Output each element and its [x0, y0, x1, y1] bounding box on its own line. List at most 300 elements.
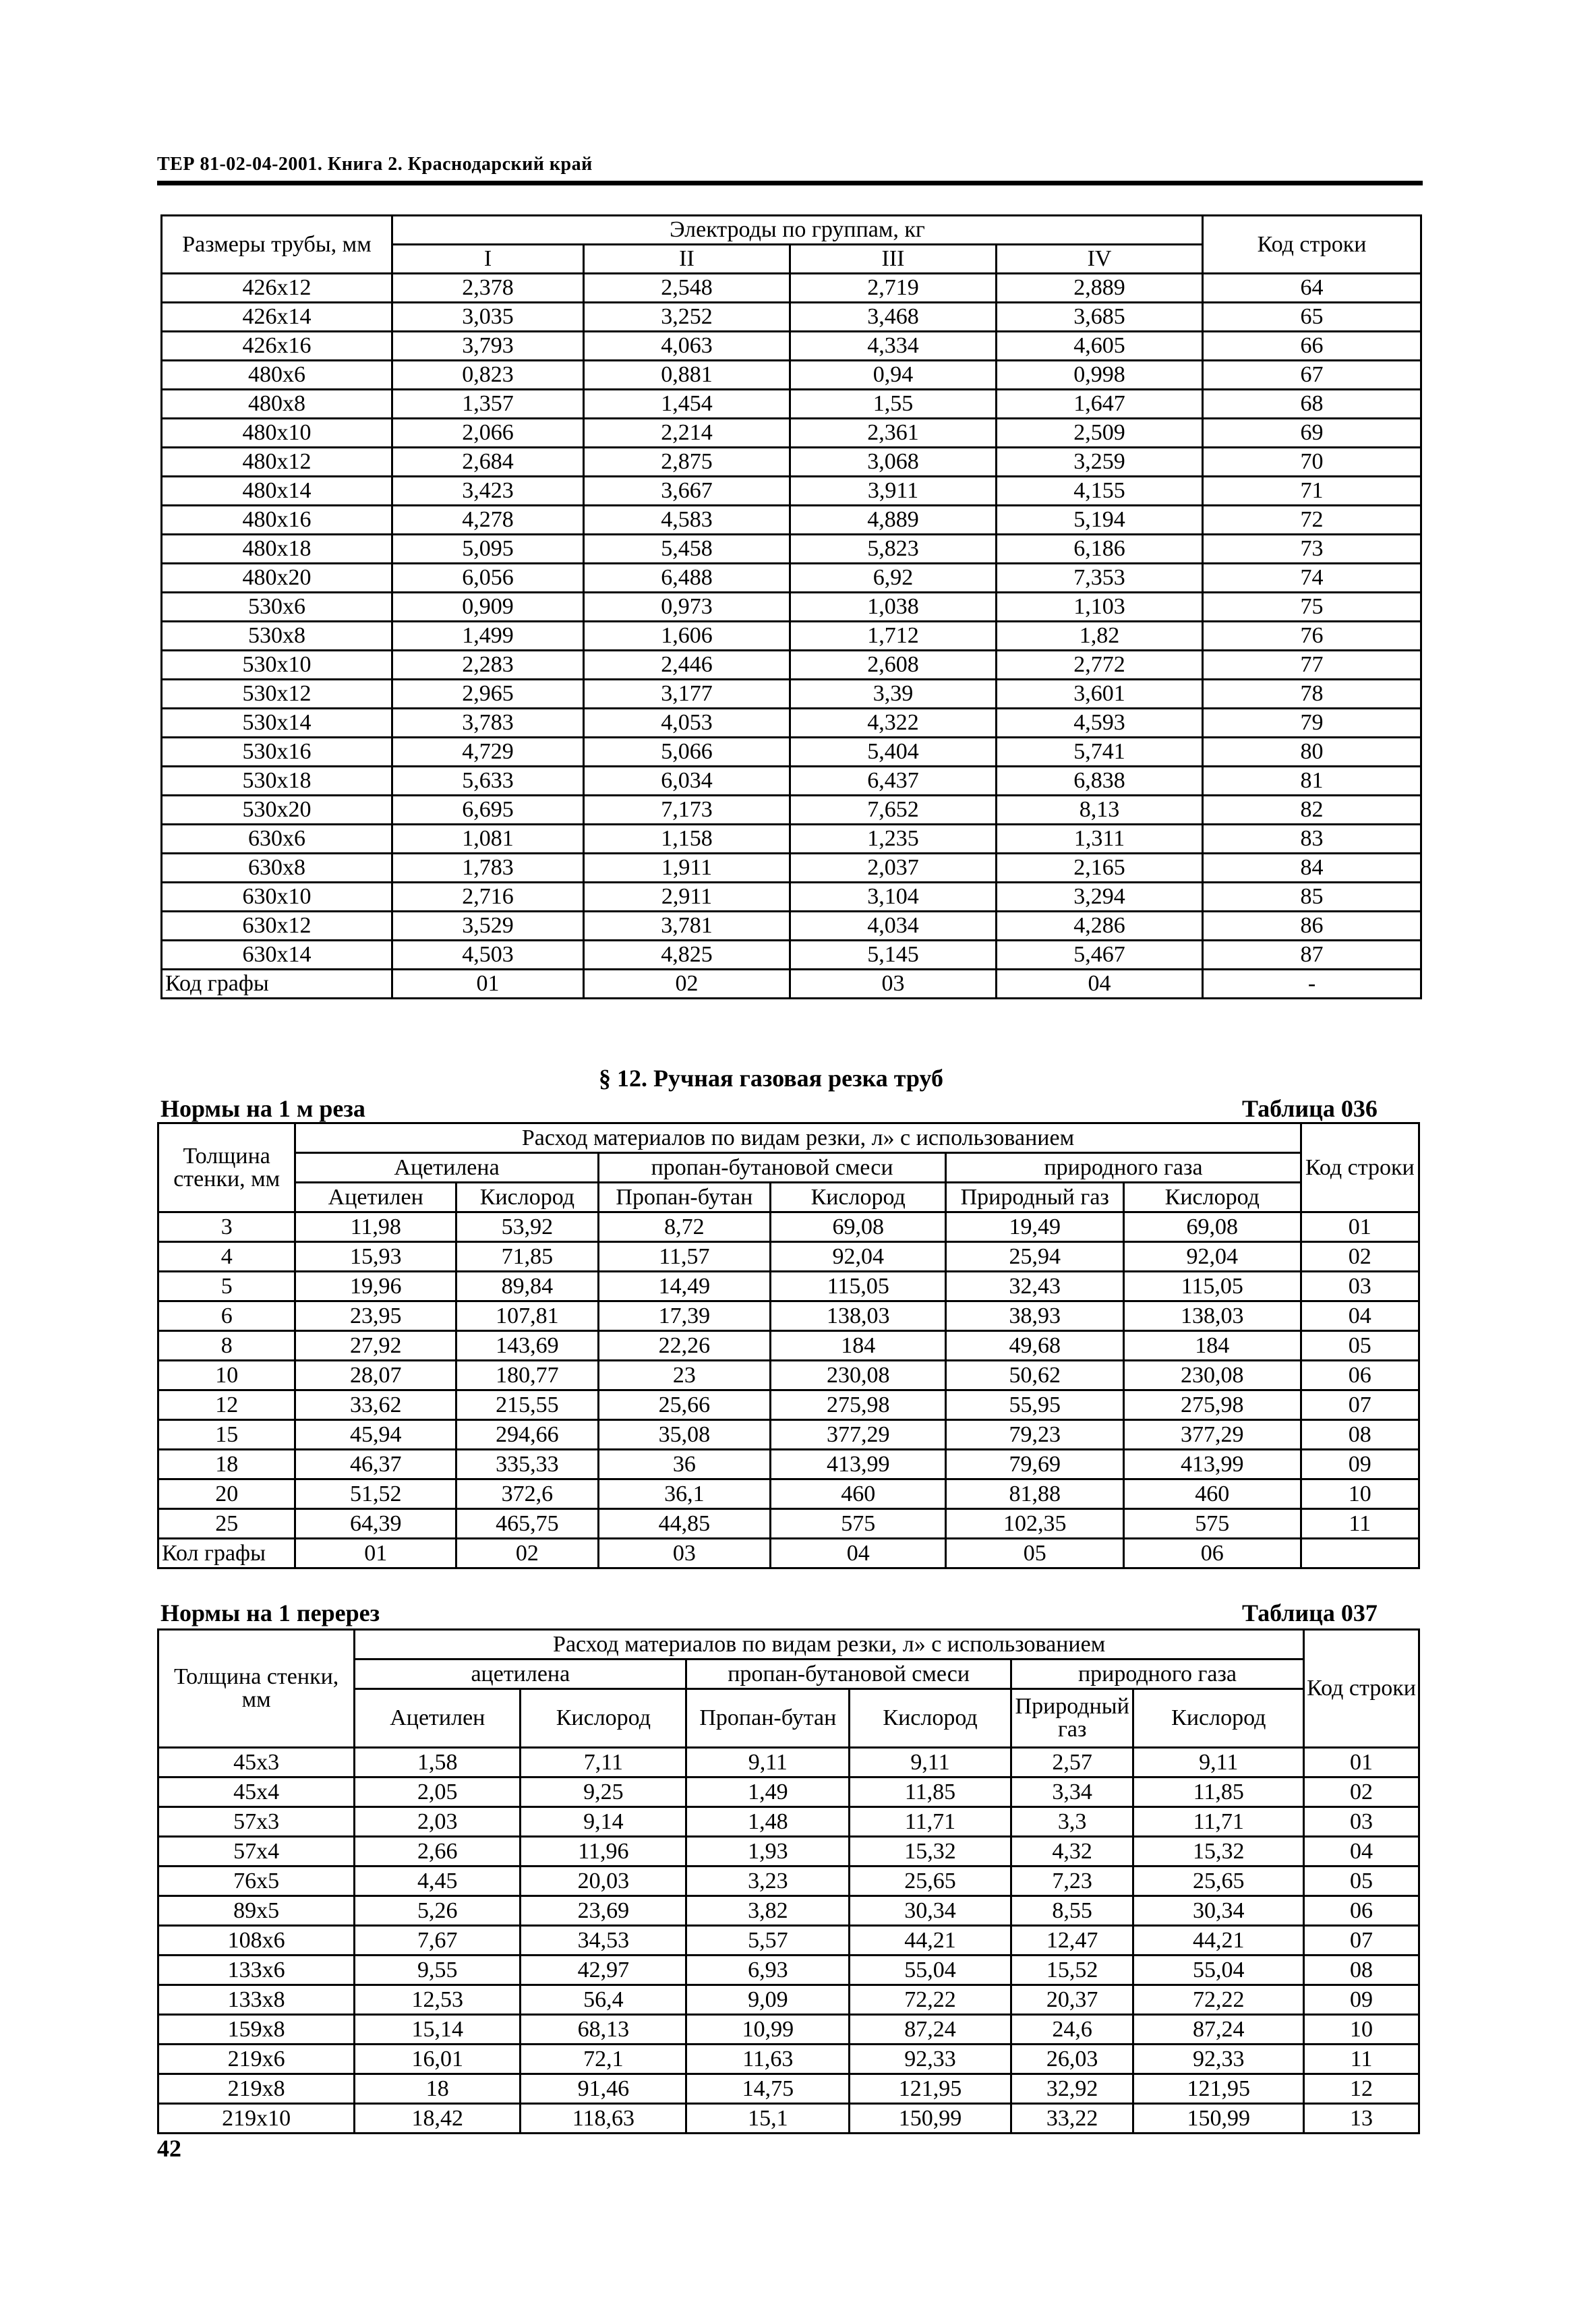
table-cell: 0,909 [392, 593, 584, 622]
table-cell: 55,95 [946, 1390, 1124, 1420]
table-cell: 4,593 [997, 709, 1203, 738]
table-cell: 2,378 [392, 274, 584, 303]
table-cell: 20 [158, 1479, 295, 1509]
table-cell: 69,08 [770, 1212, 945, 1242]
footer-row [158, 1539, 1419, 1568]
table-cell: 2,05 [355, 1778, 521, 1807]
table-cell: 159x8 [158, 2015, 355, 2045]
table-row [162, 477, 1421, 506]
table-cell: 45x4 [158, 1778, 355, 1807]
table-cell: 1,55 [790, 390, 997, 419]
table-cell: 1,081 [392, 825, 584, 854]
table-row [158, 2045, 1419, 2074]
table-cell: 38,93 [946, 1301, 1124, 1331]
table-cell: 71,85 [456, 1242, 599, 1272]
table-row [162, 680, 1421, 709]
col-sub-header: Ацетилен [295, 1183, 456, 1212]
col-sub-header: Кислород [521, 1689, 686, 1748]
table-row [158, 1390, 1419, 1420]
col-header-consumption: Расход материалов по видам резки, л» с использованием [355, 1630, 1304, 1659]
table-cell: 460 [770, 1479, 945, 1509]
table-cell: 426x14 [162, 303, 392, 332]
table-cell: 1,911 [584, 854, 790, 883]
table-row [158, 1301, 1419, 1331]
table-cell: 107,81 [456, 1301, 599, 1331]
table-cell: 7,353 [997, 564, 1203, 593]
table-row [158, 1450, 1419, 1479]
table-cell: 7,23 [1011, 1867, 1133, 1896]
table-cell: 275,98 [1124, 1390, 1301, 1420]
table-cell: 15,32 [1133, 1837, 1304, 1867]
table-cell: 24,6 [1011, 2015, 1133, 2045]
table-cell: 18 [355, 2074, 521, 2104]
table-cell: 55,04 [850, 1956, 1011, 1985]
table-cell: 8,55 [1011, 1896, 1133, 1926]
table-cell: 09 [1304, 1985, 1419, 2015]
table-cell: 9,55 [355, 1956, 521, 1985]
table-037 [157, 1628, 1420, 2134]
col-header-code: Код строки [1203, 216, 1421, 274]
table-row [162, 825, 1421, 854]
table-cell: 12 [1304, 2074, 1419, 2104]
table-cell: 3,423 [392, 477, 584, 506]
table-cell: 3,911 [790, 477, 997, 506]
table-cell: 118,63 [521, 2104, 686, 2134]
table-cell: 15,93 [295, 1242, 456, 1272]
table-cell: 06 [1304, 1896, 1419, 1926]
table-cell: 2,361 [790, 419, 997, 448]
table-cell: 22,26 [598, 1331, 770, 1361]
table-cell: 15,14 [355, 2015, 521, 2045]
table-row [158, 1212, 1419, 1242]
col-sub-header: Ацетилен [355, 1689, 521, 1748]
table-row [158, 2015, 1419, 2045]
table-cell: 04 [1304, 1837, 1419, 1867]
table-cell: 2,066 [392, 419, 584, 448]
table-cell: 8,13 [997, 796, 1203, 825]
table-row [162, 593, 1421, 622]
table-cell: 4,034 [790, 912, 997, 941]
table-cell: 4,583 [584, 506, 790, 535]
col-header-consumption: Расход материалов по видам резки, л» с использованием [295, 1123, 1301, 1153]
table-cell: 08 [1304, 1956, 1419, 1985]
table-cell: 3,667 [584, 477, 790, 506]
table-cell: 46,37 [295, 1450, 456, 1479]
table-cell: 91,46 [521, 2074, 686, 2104]
running-header [157, 154, 1423, 185]
table-cell: 92,04 [1124, 1242, 1301, 1272]
col-sub-header: Кислород [850, 1689, 1011, 1748]
table-cell: 5,066 [584, 738, 790, 767]
table-cell: 13 [1304, 2104, 1419, 2134]
table-cell: 56,4 [521, 1985, 686, 2015]
table-cell: 133x6 [158, 1956, 355, 1985]
col-header-group-2: II [584, 245, 790, 274]
table-cell: 3,781 [584, 912, 790, 941]
table-cell: 5 [158, 1272, 295, 1301]
table-cell: 575 [770, 1509, 945, 1539]
table-cell: 76x5 [158, 1867, 355, 1896]
table-cell: 2,608 [790, 651, 997, 680]
table-cell: 32,92 [1011, 2074, 1133, 2104]
table-cell: 184 [770, 1331, 945, 1361]
table-cell: 630x12 [162, 912, 392, 941]
table-cell: 6,034 [584, 767, 790, 796]
table-cell: 4,889 [790, 506, 997, 535]
table-cell: 3,177 [584, 680, 790, 709]
table-cell: 630x10 [162, 883, 392, 912]
footer-cell: 03 [790, 970, 997, 999]
table-cell: 12 [158, 1390, 295, 1420]
table-row [162, 535, 1421, 564]
table-cell: 10 [158, 1361, 295, 1390]
table-cell: 82 [1203, 796, 1421, 825]
table-cell: 5,26 [355, 1896, 521, 1926]
table-cell: 4,32 [1011, 1837, 1133, 1867]
table-cell: 1,606 [584, 622, 790, 651]
table-cell: 11 [1304, 2045, 1419, 2074]
table-cell: 480x18 [162, 535, 392, 564]
table-cell: 64 [1203, 274, 1421, 303]
table-row [162, 303, 1421, 332]
table-cell: 1,454 [584, 390, 790, 419]
table-cell: 1,93 [686, 1837, 850, 1867]
table-cell: 2,548 [584, 274, 790, 303]
col-sub-header: Кислород [1124, 1183, 1301, 1212]
table-row [158, 1807, 1419, 1837]
table-cell: 14,49 [598, 1272, 770, 1301]
table-row [158, 2104, 1419, 2134]
table-cell: 1,783 [392, 854, 584, 883]
table-row [162, 796, 1421, 825]
table-cell: 1,712 [790, 622, 997, 651]
table-cell: 2,165 [997, 854, 1203, 883]
table-cell: 5,633 [392, 767, 584, 796]
table-cell: 03 [1304, 1807, 1419, 1837]
table-cell: 4,278 [392, 506, 584, 535]
col-group-propane: пропан-бутановой смеси [686, 1659, 1011, 1689]
table-cell: 02 [1301, 1242, 1419, 1272]
table-cell: 1,49 [686, 1778, 850, 1807]
table-cell: 80 [1203, 738, 1421, 767]
table-cell: 5,404 [790, 738, 997, 767]
table-cell: 87 [1203, 941, 1421, 970]
table-cell: 05 [1301, 1331, 1419, 1361]
table-cell: 4,45 [355, 1867, 521, 1896]
table-cell: 6 [158, 1301, 295, 1331]
table-cell: 530x16 [162, 738, 392, 767]
table-cell: 19,49 [946, 1212, 1124, 1242]
col-sub-header: Кислород [1133, 1689, 1304, 1748]
table-cell: 215,55 [456, 1390, 599, 1420]
table-cell: 1,357 [392, 390, 584, 419]
table-row [162, 767, 1421, 796]
table-cell: 530x6 [162, 593, 392, 622]
col-group-natural-gas: природного газа [1011, 1659, 1303, 1689]
table-cell: 70 [1203, 448, 1421, 477]
table-cell: 6,838 [997, 767, 1203, 796]
table-cell: 10 [1301, 1479, 1419, 1509]
table-cell: 4,155 [997, 477, 1203, 506]
table-cell: 11,96 [521, 1837, 686, 1867]
table-cell: 2,965 [392, 680, 584, 709]
table-cell: 9,25 [521, 1778, 686, 1807]
table-cell: 83 [1203, 825, 1421, 854]
table-row [158, 1748, 1419, 1778]
table-cell: 9,11 [1133, 1748, 1304, 1778]
table-cell: 15 [158, 1420, 295, 1450]
table-cell: 3,34 [1011, 1778, 1133, 1807]
table-cell: 15,32 [850, 1837, 1011, 1867]
table-cell: 143,69 [456, 1331, 599, 1361]
table-row [158, 1837, 1419, 1867]
table-cell: 87,24 [1133, 2015, 1304, 2045]
table-cell: 5,467 [997, 941, 1203, 970]
table-cell: 5,57 [686, 1926, 850, 1956]
table-cell: 3,468 [790, 303, 997, 332]
table-cell: 6,92 [790, 564, 997, 593]
table-cell: 5,823 [790, 535, 997, 564]
page-number: 42 [157, 2135, 181, 2162]
table-cell: 17,39 [598, 1301, 770, 1331]
table-cell: 11,85 [1133, 1778, 1304, 1807]
table-cell: 4,503 [392, 941, 584, 970]
table-cell: 42,97 [521, 1956, 686, 1985]
table-cell: 72,1 [521, 2045, 686, 2074]
table-cell: 121,95 [1133, 2074, 1304, 2104]
footer-cell: 01 [392, 970, 584, 999]
table-cell: 377,29 [1124, 1420, 1301, 1450]
table-cell: 230,08 [1124, 1361, 1301, 1390]
table-cell: 15,1 [686, 2104, 850, 2134]
table-row [158, 1896, 1419, 1926]
table-row [162, 941, 1421, 970]
table-cell: 64,39 [295, 1509, 456, 1539]
table-row [162, 622, 1421, 651]
table-cell: 3,529 [392, 912, 584, 941]
table-cell: 2,214 [584, 419, 790, 448]
table-cell: 4,063 [584, 332, 790, 361]
table-row [162, 709, 1421, 738]
table-row [158, 1956, 1419, 1985]
table-cell: 73 [1203, 535, 1421, 564]
col-header-thickness: Толщина стенки, мм [158, 1123, 295, 1212]
table-cell: 184 [1124, 1331, 1301, 1361]
table-cell: 530x12 [162, 680, 392, 709]
footer-cell: - [1203, 970, 1421, 999]
table-cell: 150,99 [1133, 2104, 1304, 2134]
table-cell: 2,446 [584, 651, 790, 680]
table-cell: 86 [1203, 912, 1421, 941]
table-row [162, 361, 1421, 390]
table-cell: 5,194 [997, 506, 1203, 535]
table-cell: 530x18 [162, 767, 392, 796]
table-cell: 68 [1203, 390, 1421, 419]
table-cell: 5,145 [790, 941, 997, 970]
table-cell: 230,08 [770, 1361, 945, 1390]
table-cell: 0,823 [392, 361, 584, 390]
col-header-size: Размеры трубы, мм [162, 216, 392, 274]
table-cell: 25,65 [850, 1867, 1011, 1896]
table-cell: 25,65 [1133, 1867, 1304, 1896]
col-sub-header: Кислород [770, 1183, 945, 1212]
table-cell: 460 [1124, 1479, 1301, 1509]
table-cell: 75 [1203, 593, 1421, 622]
table-row [158, 1272, 1419, 1301]
table-cell: 6,056 [392, 564, 584, 593]
table-row [162, 390, 1421, 419]
table-cell: 11 [1301, 1509, 1419, 1539]
table-row [158, 1361, 1419, 1390]
table-cell: 89,84 [456, 1272, 599, 1301]
table-cell: 377,29 [770, 1420, 945, 1450]
table-cell: 335,33 [456, 1450, 599, 1479]
table-cell: 11,98 [295, 1212, 456, 1242]
table-cell: 6,695 [392, 796, 584, 825]
table-cell: 08 [1301, 1420, 1419, 1450]
table-cell: 81 [1203, 767, 1421, 796]
table-cell: 3,82 [686, 1896, 850, 1926]
table-cell: 3,035 [392, 303, 584, 332]
table-row [162, 506, 1421, 535]
table-cell: 294,66 [456, 1420, 599, 1450]
table-cell: 8,72 [598, 1212, 770, 1242]
table-cell: 4,605 [997, 332, 1203, 361]
table-cell: 0,94 [790, 361, 997, 390]
col-header-group-3: III [790, 245, 997, 274]
table-036 [157, 1122, 1420, 1569]
table-cell: 89x5 [158, 1896, 355, 1926]
table-cell: 630x6 [162, 825, 392, 854]
table-cell: 11,63 [686, 2045, 850, 2074]
table-cell: 12,47 [1011, 1926, 1133, 1956]
table-cell: 7,652 [790, 796, 997, 825]
table-cell: 25 [158, 1509, 295, 1539]
table-cell: 1,038 [790, 593, 997, 622]
table-cell: 3,39 [790, 680, 997, 709]
table037-caption: Нормы на 1 перерез [160, 1599, 380, 1626]
table-cell: 11,85 [850, 1778, 1011, 1807]
table-cell: 1,158 [584, 825, 790, 854]
table-cell: 30,34 [1133, 1896, 1304, 1926]
footer-cell: 03 [598, 1539, 770, 1568]
table-cell: 6,437 [790, 767, 997, 796]
table-cell: 01 [1301, 1212, 1419, 1242]
table-cell: 18 [158, 1450, 295, 1479]
table-cell: 55,04 [1133, 1956, 1304, 1985]
table-cell: 4,286 [997, 912, 1203, 941]
footer-cell: 06 [1124, 1539, 1301, 1568]
table-cell: 2,716 [392, 883, 584, 912]
table-cell: 2,889 [997, 274, 1203, 303]
table-row [162, 651, 1421, 680]
table-cell: 115,05 [770, 1272, 945, 1301]
table-cell: 20,37 [1011, 1985, 1133, 2015]
table-cell: 36,1 [598, 1479, 770, 1509]
table-cell: 10 [1304, 2015, 1419, 2045]
table-cell: 133x8 [158, 1985, 355, 2015]
table-row [158, 1985, 1419, 2015]
table-cell: 71 [1203, 477, 1421, 506]
table-cell: 20,03 [521, 1867, 686, 1896]
table036-caption: Нормы на 1 м реза [160, 1095, 365, 1122]
table-cell: 3,104 [790, 883, 997, 912]
table-cell: 11,71 [850, 1807, 1011, 1837]
table-cell: 180,77 [456, 1361, 599, 1390]
table-cell: 1,235 [790, 825, 997, 854]
table-row [162, 912, 1421, 941]
table-cell: 2,03 [355, 1807, 521, 1837]
table-cell: 92,33 [1133, 2045, 1304, 2074]
table-cell: 33,62 [295, 1390, 456, 1420]
table-row [162, 564, 1421, 593]
table-row [162, 419, 1421, 448]
table-cell: 12,53 [355, 1985, 521, 2015]
footer-cell: 04 [997, 970, 1203, 999]
table-row [162, 883, 1421, 912]
table-cell: 219x6 [158, 2045, 355, 2074]
col-sub-header: Природный газ [946, 1183, 1124, 1212]
table-cell: 1,499 [392, 622, 584, 651]
table-row [162, 332, 1421, 361]
table-row [158, 1926, 1419, 1956]
col-sub-header: Природный газ [1011, 1689, 1133, 1748]
table-cell: 530x8 [162, 622, 392, 651]
col-header-group-1: I [392, 245, 584, 274]
table036-number: Таблица 036 [1242, 1095, 1378, 1122]
table-cell: 3,259 [997, 448, 1203, 477]
table-cell: 465,75 [456, 1509, 599, 1539]
table-row [158, 1420, 1419, 1450]
table-cell: 102,35 [946, 1509, 1124, 1539]
footer-row [162, 970, 1421, 999]
table-cell: 36 [598, 1450, 770, 1479]
table-cell: 4,334 [790, 332, 997, 361]
table-cell: 275,98 [770, 1390, 945, 1420]
table-row [158, 1778, 1419, 1807]
footer-cell: 02 [584, 970, 790, 999]
table-cell: 3,23 [686, 1867, 850, 1896]
table-cell: 23,95 [295, 1301, 456, 1331]
table-cell: 9,09 [686, 1985, 850, 2015]
section-title: § 12. Ручная газовая резка труб [599, 1065, 943, 1092]
table-cell: 426x16 [162, 332, 392, 361]
table-cell: 426x12 [162, 274, 392, 303]
header-rule [157, 181, 1423, 185]
table-cell: 87,24 [850, 2015, 1011, 2045]
table-cell: 2,57 [1011, 1748, 1133, 1778]
table-cell: 2,66 [355, 1837, 521, 1867]
table-cell: 11,71 [1133, 1807, 1304, 1837]
table-cell: 4,729 [392, 738, 584, 767]
col-group-acetylene: Ацетилена [295, 1153, 598, 1183]
table-cell: 23,69 [521, 1896, 686, 1926]
table-cell: 480x16 [162, 506, 392, 535]
table-cell: 79,69 [946, 1450, 1124, 1479]
table-row [158, 1331, 1419, 1361]
table-cell: 108x6 [158, 1926, 355, 1956]
table-cell: 33,22 [1011, 2104, 1133, 2134]
table-cell: 2,911 [584, 883, 790, 912]
table-cell: 2,719 [790, 274, 997, 303]
table-cell: 50,62 [946, 1361, 1124, 1390]
table-cell: 10,99 [686, 2015, 850, 2045]
table-cell: 480x6 [162, 361, 392, 390]
table-cell: 45,94 [295, 1420, 456, 1450]
table-cell: 44,21 [1133, 1926, 1304, 1956]
col-header-code: Код строки [1301, 1123, 1419, 1212]
table-cell: 68,13 [521, 2015, 686, 2045]
